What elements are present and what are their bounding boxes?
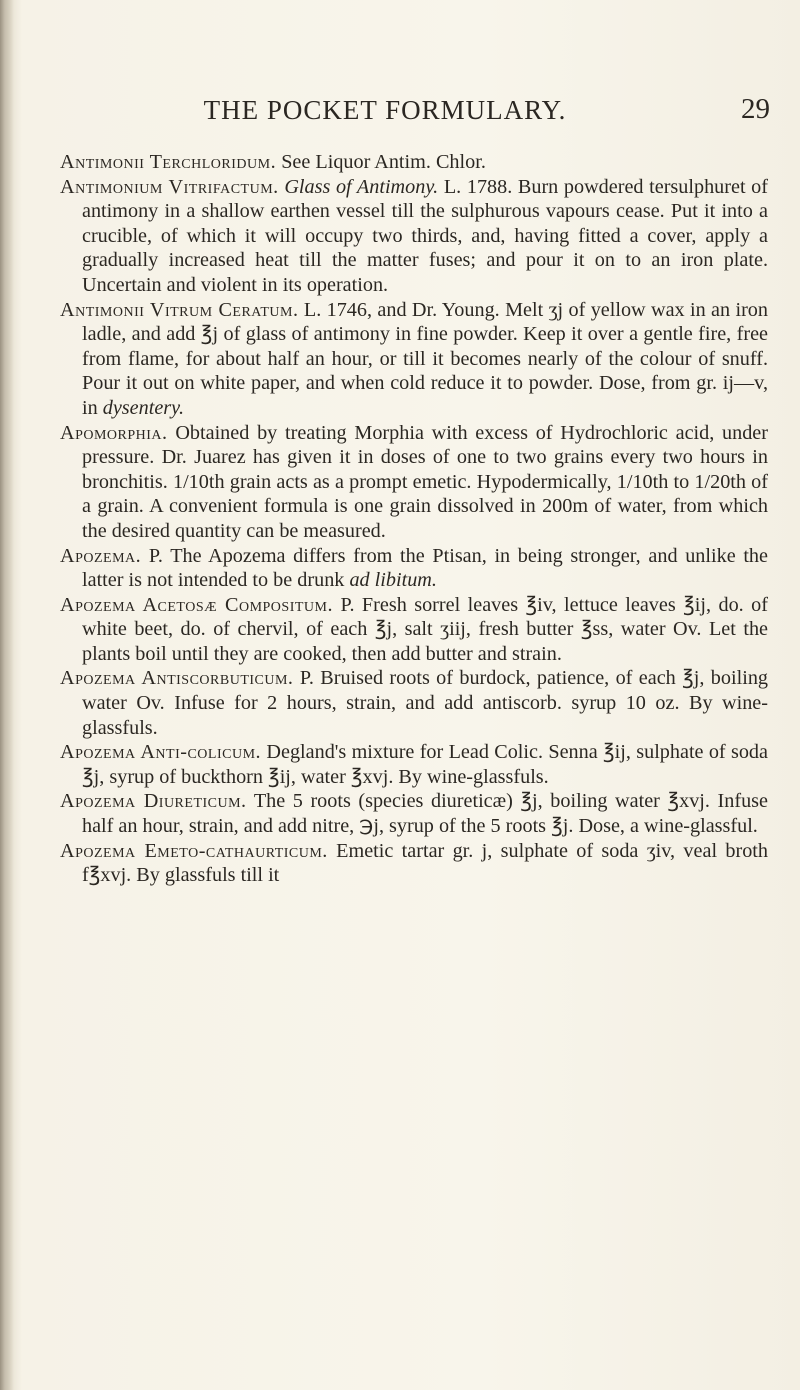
entry-text: Obtained by treating Morphia with excess of Hydrochloric acid, under pressure. Dr. Juarez has given it in doses of one to two grains every two hours in bronchitis. 1/10th grain acts as a prompt emetic. Hypodermically, 1/10th to 1/20th of a grain. A convenient formula is one grain dissolved in 200m of water, from which the desired quantity can be measured.: [82, 421, 768, 542]
entry-apozema: [60, 544, 768, 593]
entry-heading: Apozema Acetosæ Compositum.: [60, 593, 334, 616]
entry-heading: Antimonii Vitrum Ceratum.: [60, 298, 299, 321]
entry-heading: Antimonii Terchloridum.: [60, 151, 277, 173]
entry-text: Emetic tartar gr. j, sulphate of soda ʒiv, veal broth f℥xvj. By glassfuls till it: [82, 839, 768, 887]
entry-heading: Apozema Antiscorbuticum.: [60, 667, 294, 690]
entry-text: P. Bruised roots of burdock, patience, of each ℥j, boiling water Ov. Infuse for 2 hours, strain, and add antiscorb. syrup 10 oz. By wine-glassfuls.: [82, 667, 769, 739]
entry-text: See Liquor Antim. Chlor.: [276, 151, 486, 173]
page-number: 29: [741, 93, 770, 125]
page-header: [60, 95, 770, 135]
entry-heading: Apozema Diureticum.: [60, 790, 247, 813]
entry-heading: Apozema Anti-colicum.: [60, 741, 262, 764]
entry-heading: Apozema.: [60, 544, 142, 567]
entry-heading: Antimonium Vitrifactum.: [60, 175, 279, 198]
formulary-entries: [60, 150, 768, 888]
entry-apozema-anti-colicum: [60, 740, 768, 789]
entry-apozema-diureticum: [60, 789, 768, 838]
entry-italic-end: dysentery.: [102, 396, 185, 419]
entry-italic-end: ad libitum.: [349, 569, 437, 592]
running-head: THE POCKET FORMULARY.: [203, 95, 567, 125]
entry-text: The 5 roots (species diureticæ) ℥j, boiling water ℥xvj. Infuse half an hour, strain, and add nitre, ℈j, syrup of the 5 roots ℥j. Dose, a wine-glassful.: [82, 790, 768, 838]
entry-heading: Apozema Emeto-cathaurticum.: [60, 839, 328, 862]
entry-text: L. 1788. Burn powdered tersulphuret of antimony in a shallow earthen vessel till the sulphurous vapours cease. Put it into a crucible, of which it will occupy two thirds, and, having fitted a cover, apply a gradually increased heat till the matter fuses; and pour it on to an iron plate. Uncertain and violent in its operation.: [82, 175, 768, 296]
entry-apozema-acetosae-compositum: [60, 593, 768, 667]
binding-gutter-shadow: [0, 0, 14, 1390]
entry-text: P. Fresh sorrel leaves ℥iv, lettuce leaves ℥ij, do. of white beet, do. of chervil, of each ℥j, salt ʒiij, fresh butter ℥ss, water Ov. Let the plants boil until they are cooked, then add butter and strain.: [82, 593, 768, 665]
entry-italic-title: Glass of Antimony.: [278, 175, 439, 198]
entry-antimonii-terchloridum: [60, 150, 768, 175]
entry-text: L. 1746, and Dr. Young. Melt ʒj of yellow wax in an iron ladle, and add ℥j of glass of antimony in fine powder. Keep it over a gentle fire, free from flame, for about half an hour, or till it becomes nearly of the colour of snuff. Pour it out on white paper, and when cold reduce it to powder. Dose, from gr. ij—v, in: [82, 298, 768, 419]
entry-antimonii-vitrum-ceratum: [60, 298, 768, 421]
entry-heading: Apomorphia.: [60, 421, 168, 444]
entry-text: Degland's mixture for Lead Colic. Senna ℥ij, sulphate of soda ℥j, syrup of buckthorn ℥ij, water ℥xvj. By wine-glassfuls.: [82, 741, 768, 788]
entry-text: P. The Apozema differs from the Ptisan, in being stronger, and unlike the latter is not intended to be drunk: [82, 544, 768, 592]
entry-apozema-antiscorbuticum: [60, 666, 768, 740]
entry-antimonium-vitrifactum: [60, 175, 768, 298]
entry-apozema-emeto-cathaurticum: [60, 839, 768, 888]
entry-apomorphia: [60, 421, 768, 544]
